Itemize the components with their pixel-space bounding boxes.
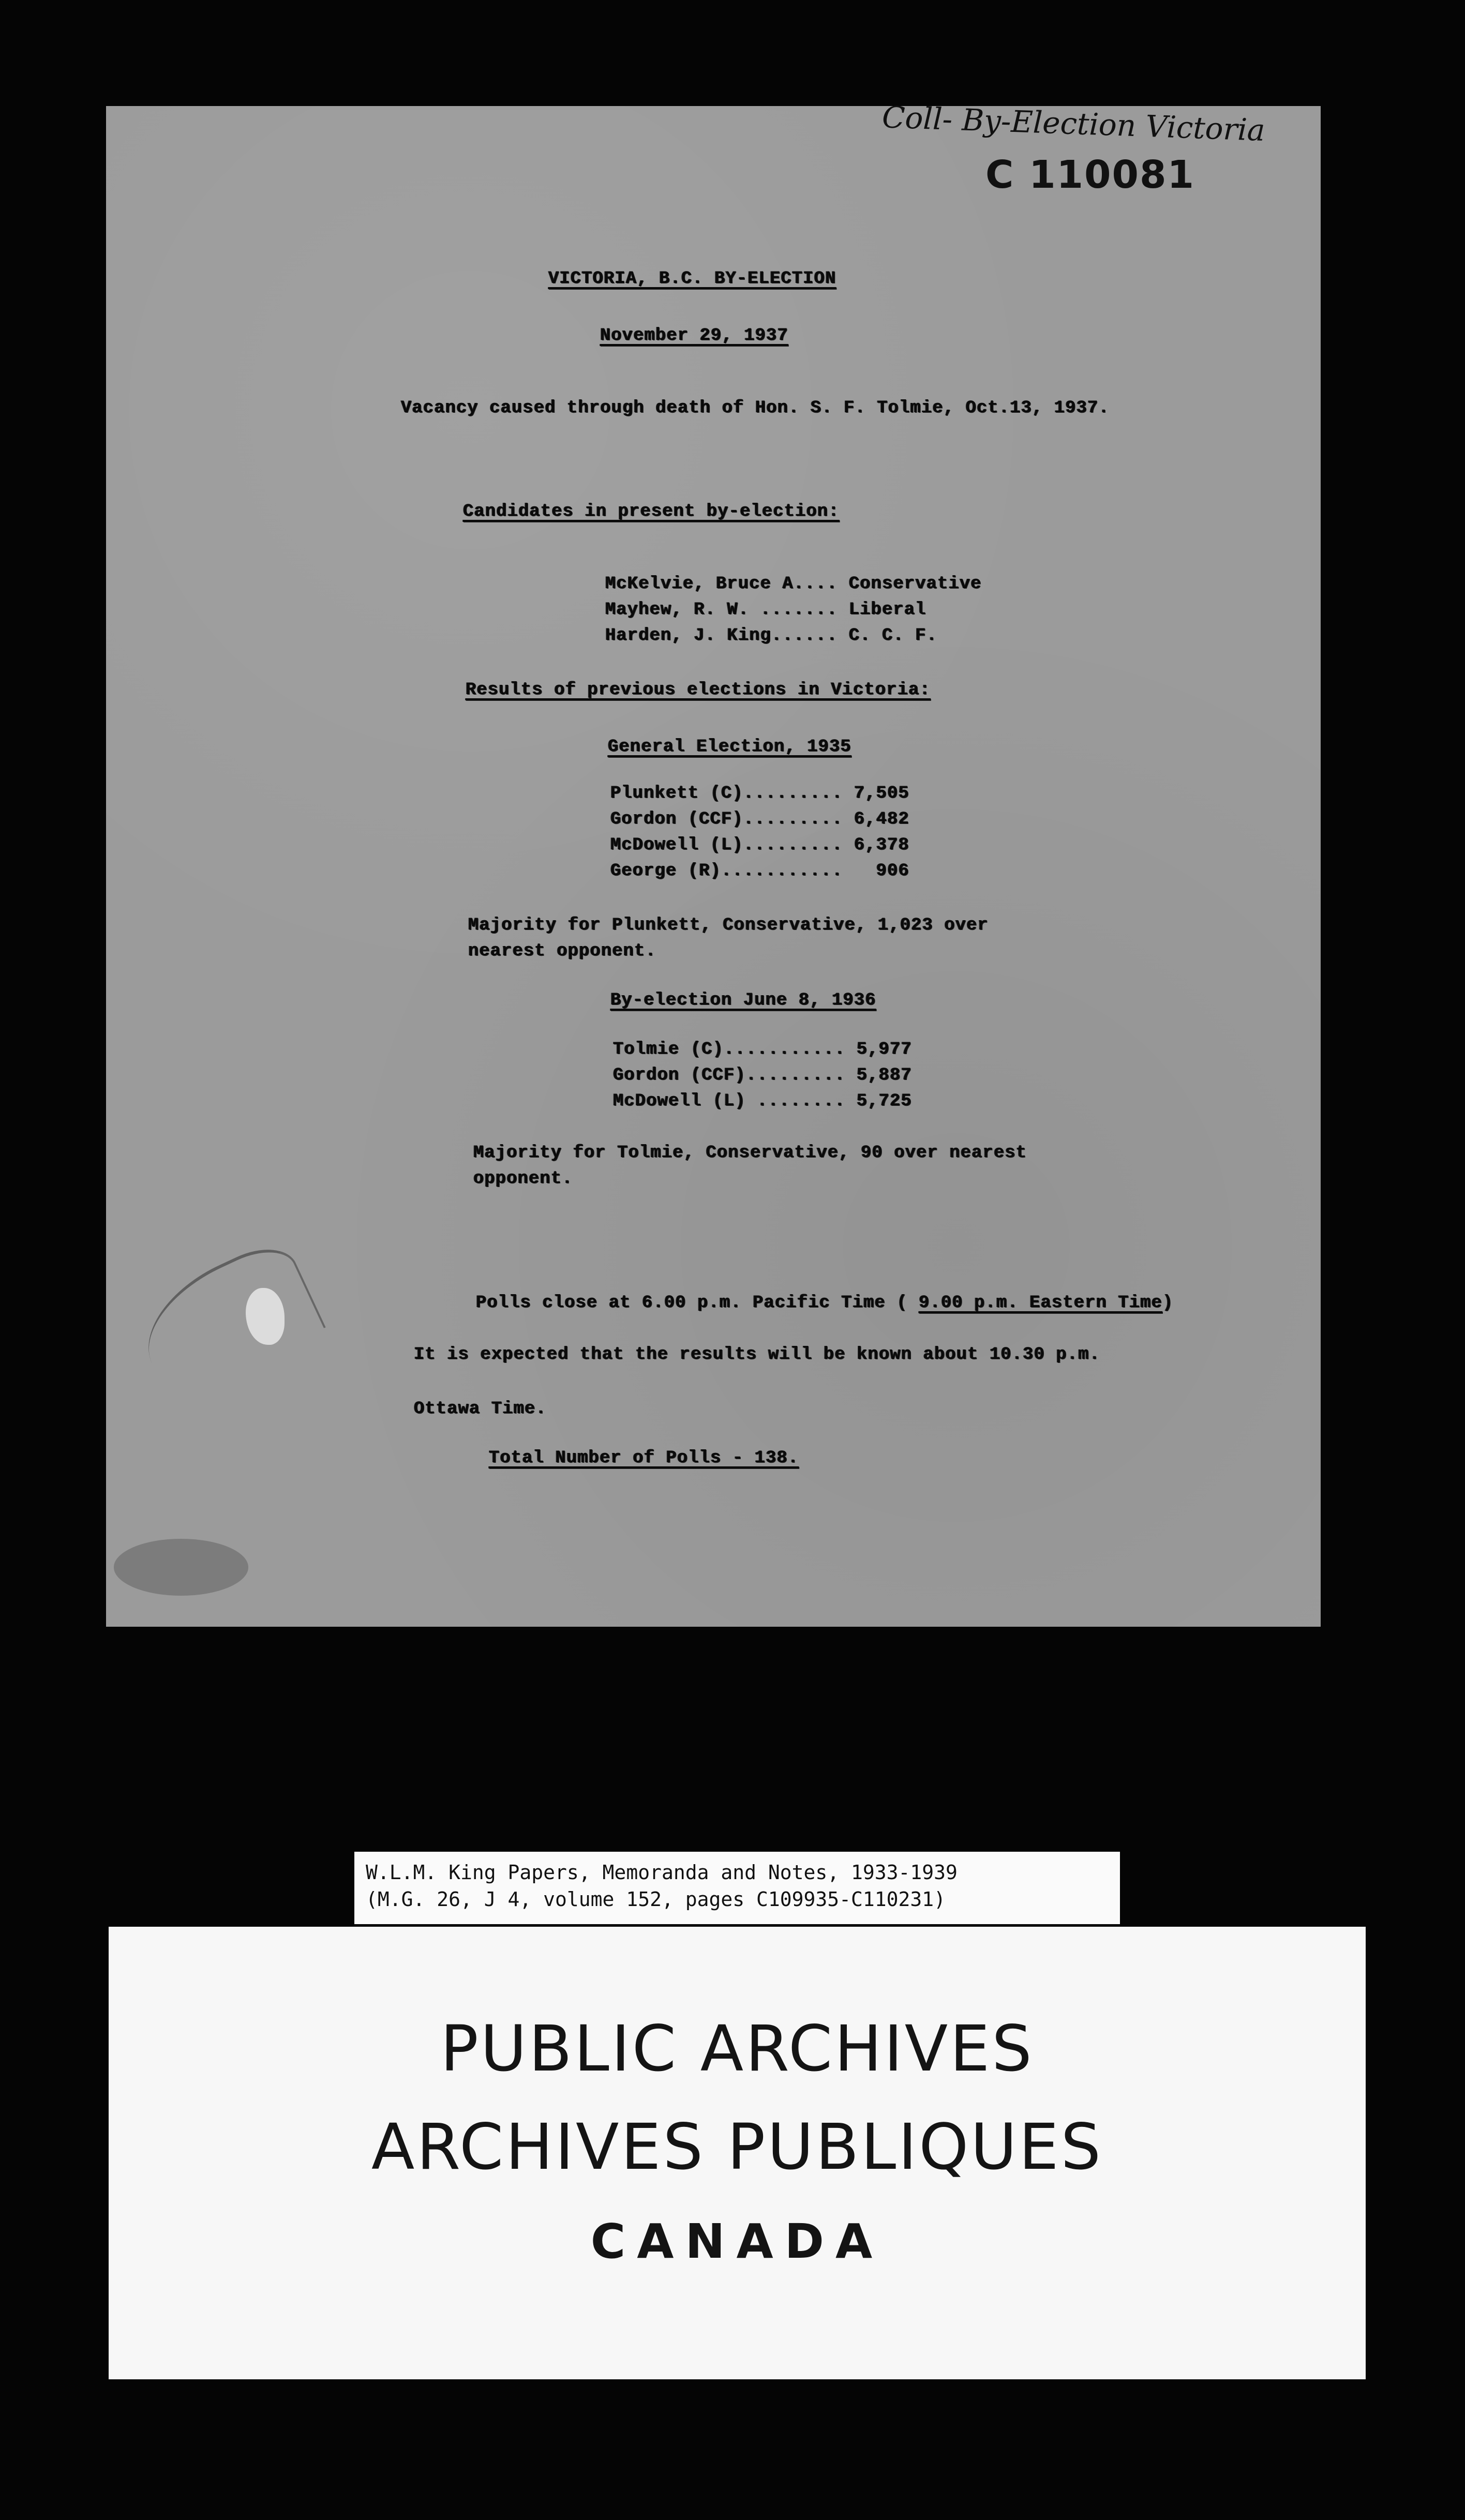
candidate-row: McKelvie, Bruce A.... Conservative [605, 574, 982, 594]
citation-label [354, 1852, 1120, 1924]
document-page [106, 99, 1321, 1627]
by-election-heading: By-election June 8, 1936 [610, 991, 876, 1010]
previous-elections-heading: Results of previous elections in Victoria: [466, 680, 931, 700]
citation-line: (M.G. 26, J 4, volume 152, pages C109935-C110231) [366, 1888, 946, 1911]
by-result-row: McDowell (L) ........ 5,725 [613, 1091, 912, 1111]
vacancy-statement: Vacancy caused through death of Hon. S. F. Tolmie, Oct.13, 1937. [401, 398, 1110, 418]
archive-title-french: ARCHIVES PUBLIQUES [371, 2110, 1103, 2184]
general-result-row: Gordon (CCF)......... 6,482 [610, 809, 909, 829]
polls-close-line [476, 1293, 1173, 1313]
by-result-row: Tolmie (C)........... 5,977 [613, 1040, 912, 1059]
handwritten-note: Coll- By-Election Victoria [881, 99, 1266, 148]
general-majority-line: Majority for Plunkett, Conservative, 1,023 over [468, 916, 989, 935]
by-majority-line: Majority for Tolmie, Conservative, 90 over nearest [473, 1143, 1027, 1163]
by-result-row: Gordon (CCF)......... 5,887 [613, 1066, 912, 1085]
document-date: November 29, 1937 [600, 326, 788, 346]
general-election-heading: General Election, 1935 [608, 737, 851, 757]
general-result-row: George (R)........... 906 [610, 861, 909, 881]
candidates-heading: Candidates in present by-election: [463, 502, 840, 521]
document-heading: VICTORIA, B.C. BY-ELECTION [548, 269, 836, 289]
polls-close-end: ) [1162, 1293, 1174, 1313]
candidate-row: Harden, J. King...... C. C. F. [605, 626, 938, 646]
archive-card [109, 1927, 1366, 2379]
eastern-time: 9.00 p.m. Eastern Time [919, 1293, 1163, 1313]
ottawa-time-line: Ottawa Time. [414, 1399, 547, 1419]
general-result-row: McDowell (L)......... 6,378 [610, 835, 909, 855]
archive-stamp-number: C 110081 [985, 153, 1195, 197]
polls-close-text: Polls close at 6.00 p.m. Pacific Time ( [476, 1293, 919, 1313]
total-polls: Total Number of Polls - 138. [489, 1448, 799, 1468]
candidate-row: Mayhew, R. W. ....... Liberal [605, 600, 926, 620]
archive-country: CANADA [590, 2214, 884, 2269]
expected-results-line: It is expected that the results will be known about 10.30 p.m. [414, 1345, 1101, 1364]
citation-line: W.L.M. King Papers, Memoranda and Notes, 1933-1939 [366, 1861, 958, 1884]
archive-title-english: PUBLIC ARCHIVES [440, 2012, 1034, 2086]
page-smudge [114, 1539, 248, 1596]
general-majority-line: nearest opponent. [468, 941, 656, 961]
general-result-row: Plunkett (C)......... 7,505 [610, 784, 909, 803]
by-majority-line: opponent. [473, 1169, 573, 1189]
